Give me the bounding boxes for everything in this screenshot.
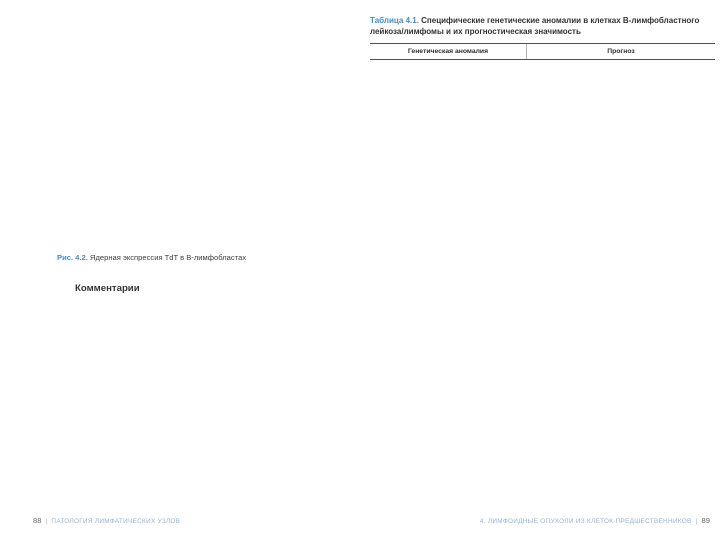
footer-divider: | (695, 518, 698, 525)
right-page (370, 16, 715, 77)
comments-heading: Комментарии (75, 283, 140, 294)
left-running-title: ПАТОЛОГИЯ ЛИМФАТИЧЕСКИХ УЗЛОВ (51, 518, 181, 525)
histology-image (57, 15, 365, 248)
figure-4-2 (57, 15, 365, 262)
figure-caption-text: Ядерная экспрессия TdT в В-лимфобластах (89, 253, 247, 262)
right-footer (480, 516, 710, 525)
column-header-prognosis: Прогноз (527, 44, 716, 60)
table-header-row (370, 44, 715, 60)
right-running-title: 4. ЛИМФОИДНЫЕ ОПУХОЛИ ИЗ КЛЕТОК-ПРЕДШЕСТВЕННИКОВ (479, 518, 692, 525)
footer-divider: | (45, 518, 48, 525)
column-header-anomaly: Генетическая аномалия (370, 44, 527, 60)
table-title (370, 16, 715, 37)
table-label: Таблица 4.1. (370, 16, 419, 25)
table-title-text: Специфические генетические аномалии в клетках В-лимфобластного лейкоза/лимфомы и их прогностическая значимость (370, 16, 700, 36)
left-page-number: 88 (33, 516, 42, 525)
figure-label: Рис. 4.2. (57, 253, 88, 262)
left-page (57, 15, 365, 315)
genetic-anomalies-table (370, 43, 715, 60)
left-footer (33, 516, 180, 525)
figure-caption (57, 253, 365, 262)
right-page-number: 89 (701, 516, 710, 525)
